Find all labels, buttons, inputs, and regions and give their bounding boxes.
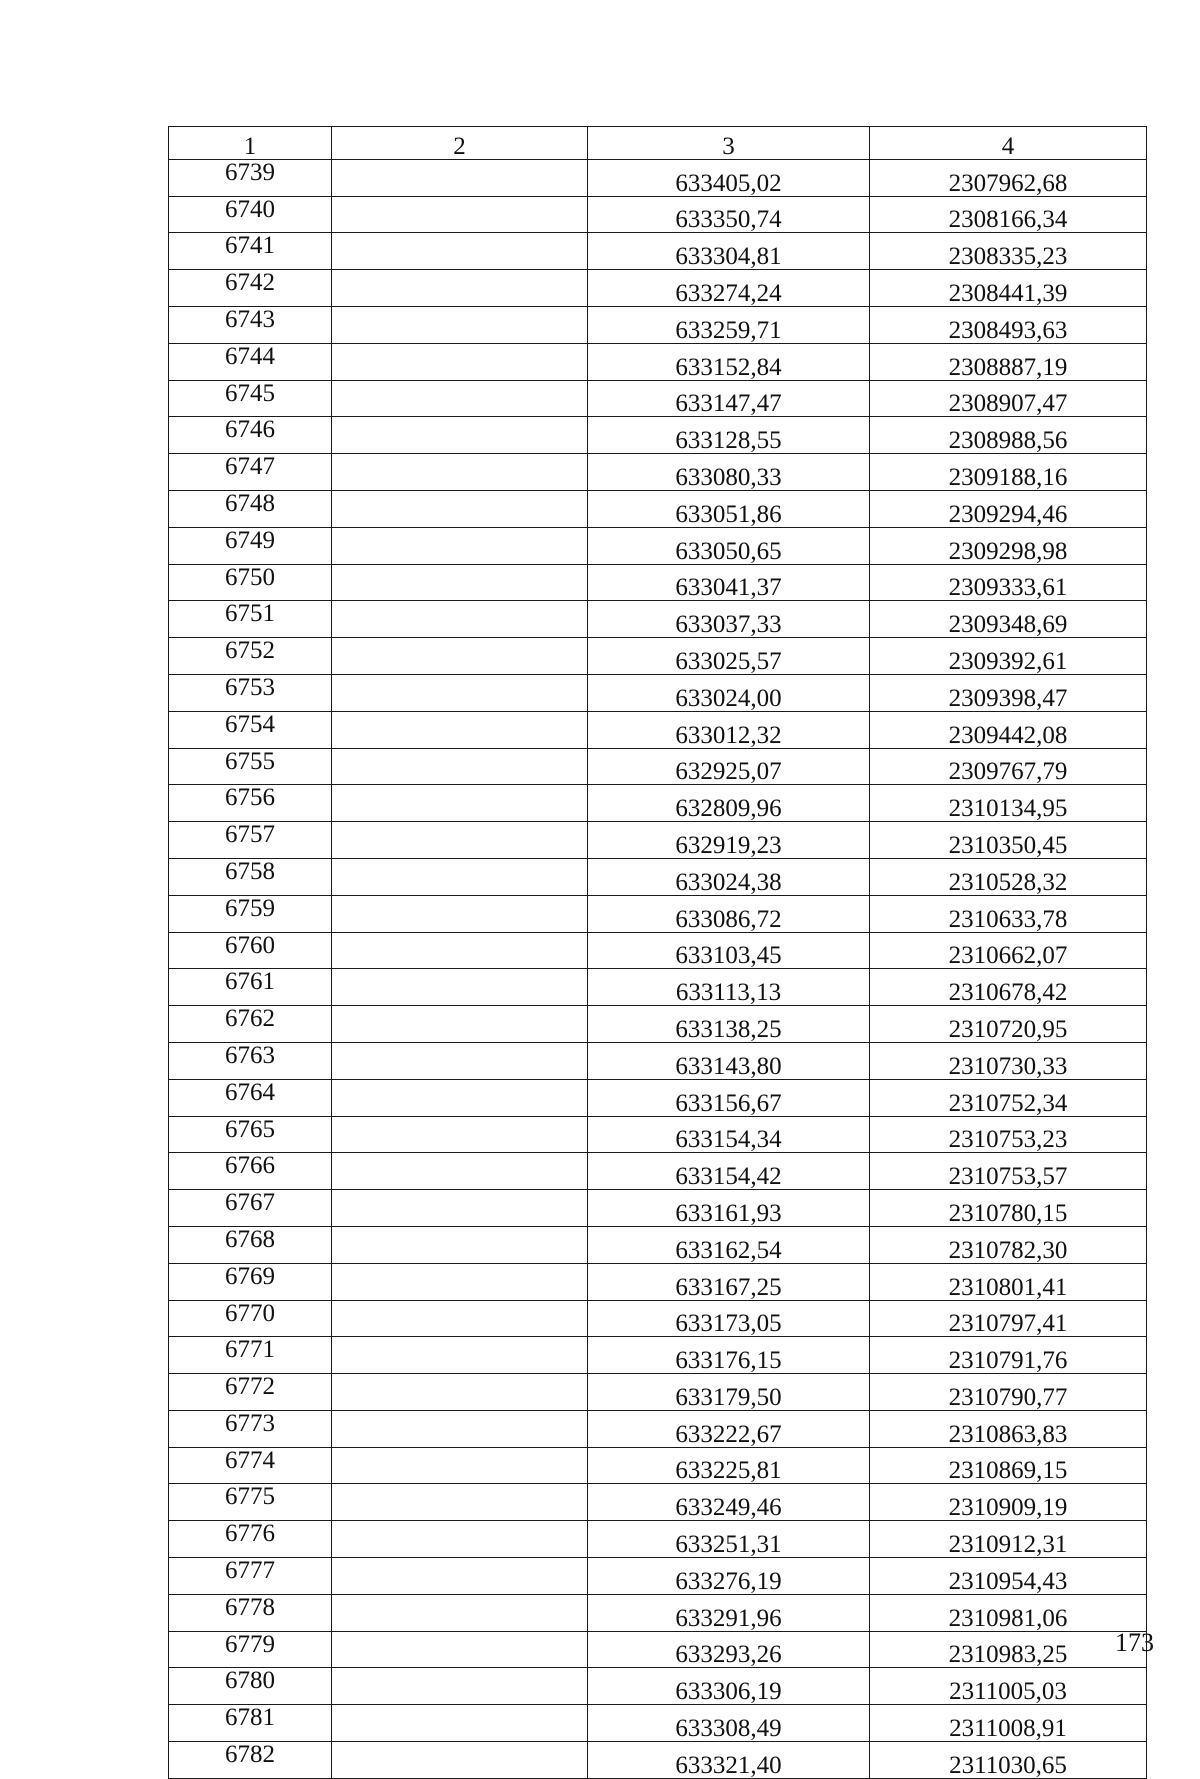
point-number-cell: 6768 (169, 1226, 332, 1263)
coordinate-x-cell: 633293,26 (588, 1631, 870, 1668)
column-2-cell (332, 1594, 588, 1631)
coordinate-y-cell: 2309298,98 (870, 527, 1147, 564)
coordinate-x-cell: 633051,86 (588, 490, 870, 527)
coordinate-x-cell: 633024,38 (588, 858, 870, 895)
table-row (169, 1263, 1147, 1300)
coordinate-x-cell: 633037,33 (588, 601, 870, 638)
column-2-cell (332, 1374, 588, 1411)
table-row (169, 1631, 1147, 1668)
table-row (169, 1594, 1147, 1631)
coordinate-x-cell: 633041,37 (588, 564, 870, 601)
point-number-cell: 6759 (169, 895, 332, 932)
point-number-cell: 6754 (169, 711, 332, 748)
coordinate-x-cell: 633249,46 (588, 1484, 870, 1521)
table-row (169, 932, 1147, 969)
table-row (169, 1153, 1147, 1190)
column-header-4: 4 (870, 127, 1147, 160)
coordinate-y-cell: 2311008,91 (870, 1705, 1147, 1742)
point-number-cell: 6767 (169, 1190, 332, 1227)
coordinate-y-cell: 2310912,31 (870, 1521, 1147, 1558)
coordinate-y-cell: 2309333,61 (870, 564, 1147, 601)
coordinate-x-cell: 632919,23 (588, 822, 870, 859)
coordinate-x-cell: 633167,25 (588, 1263, 870, 1300)
coordinate-x-cell: 633154,34 (588, 1116, 870, 1153)
coordinate-x-cell: 633161,93 (588, 1190, 870, 1227)
coordinate-x-cell: 633025,57 (588, 638, 870, 675)
coordinate-y-cell: 2310662,07 (870, 932, 1147, 969)
table-row (169, 454, 1147, 491)
column-2-cell (332, 527, 588, 564)
column-2-cell (332, 306, 588, 343)
table-row (169, 159, 1147, 196)
column-2-cell (332, 159, 588, 196)
point-number-cell: 6740 (169, 196, 332, 233)
coordinate-x-cell: 633321,40 (588, 1742, 870, 1779)
table-row (169, 1558, 1147, 1595)
column-2-cell (332, 858, 588, 895)
column-2-cell (332, 1705, 588, 1742)
column-2-cell (332, 969, 588, 1006)
coordinate-x-cell: 633291,96 (588, 1594, 870, 1631)
point-number-cell: 6744 (169, 343, 332, 380)
coordinate-y-cell: 2310350,45 (870, 822, 1147, 859)
table-row (169, 1079, 1147, 1116)
coordinate-x-cell: 633086,72 (588, 895, 870, 932)
point-number-cell: 6756 (169, 785, 332, 822)
point-number-cell: 6752 (169, 638, 332, 675)
point-number-cell: 6749 (169, 527, 332, 564)
table-row (169, 638, 1147, 675)
column-2-cell (332, 1226, 588, 1263)
coordinate-y-cell: 2310791,76 (870, 1337, 1147, 1374)
table-row (169, 417, 1147, 454)
point-number-cell: 6755 (169, 748, 332, 785)
table-row (169, 822, 1147, 859)
coordinate-x-cell: 633405,02 (588, 159, 870, 196)
point-number-cell: 6781 (169, 1705, 332, 1742)
table-row (169, 564, 1147, 601)
table-row (169, 969, 1147, 1006)
point-number-cell: 6778 (169, 1594, 332, 1631)
column-2-cell (332, 638, 588, 675)
coordinate-x-cell: 633173,05 (588, 1300, 870, 1337)
column-2-cell (332, 785, 588, 822)
column-2-cell (332, 490, 588, 527)
table-row (169, 601, 1147, 638)
point-number-cell: 6757 (169, 822, 332, 859)
coordinate-y-cell: 2311030,65 (870, 1742, 1147, 1779)
table-row (169, 343, 1147, 380)
coordinate-y-cell: 2308441,39 (870, 270, 1147, 307)
column-2-cell (332, 1079, 588, 1116)
coordinate-y-cell: 2310981,06 (870, 1594, 1147, 1631)
coordinate-x-cell: 633274,24 (588, 270, 870, 307)
column-2-cell (332, 1042, 588, 1079)
coordinate-y-cell: 2309398,47 (870, 674, 1147, 711)
coordinate-x-cell: 633222,67 (588, 1410, 870, 1447)
coordinate-x-cell: 633143,80 (588, 1042, 870, 1079)
table-row (169, 1705, 1147, 1742)
point-number-cell: 6745 (169, 380, 332, 417)
coordinate-x-cell: 633304,81 (588, 233, 870, 270)
column-header-2: 2 (332, 127, 588, 160)
point-number-cell: 6769 (169, 1263, 332, 1300)
table-row (169, 527, 1147, 564)
point-number-cell: 6747 (169, 454, 332, 491)
coordinate-y-cell: 2309767,79 (870, 748, 1147, 785)
coordinate-y-cell: 2307962,68 (870, 159, 1147, 196)
column-2-cell (332, 1668, 588, 1705)
point-number-cell: 6751 (169, 601, 332, 638)
point-number-cell: 6777 (169, 1558, 332, 1595)
coordinate-y-cell: 2308335,23 (870, 233, 1147, 270)
coordinate-y-cell: 2310678,42 (870, 969, 1147, 1006)
point-number-cell: 6753 (169, 674, 332, 711)
coordinate-y-cell: 2310983,25 (870, 1631, 1147, 1668)
table-row (169, 711, 1147, 748)
point-number-cell: 6779 (169, 1631, 332, 1668)
column-2-cell (332, 1153, 588, 1190)
coordinate-x-cell: 633103,45 (588, 932, 870, 969)
header-row (169, 127, 1147, 160)
column-2-cell (332, 1337, 588, 1374)
table-row (169, 785, 1147, 822)
column-2-cell (332, 601, 588, 638)
coordinate-x-cell: 633138,25 (588, 1006, 870, 1043)
column-header-1: 1 (169, 127, 332, 160)
column-2-cell (332, 1263, 588, 1300)
coordinate-y-cell: 2309188,16 (870, 454, 1147, 491)
point-number-cell: 6782 (169, 1742, 332, 1779)
column-2-cell (332, 932, 588, 969)
point-number-cell: 6775 (169, 1484, 332, 1521)
table-header (169, 127, 1147, 160)
coordinate-x-cell: 633128,55 (588, 417, 870, 454)
coordinate-y-cell: 2310780,15 (870, 1190, 1147, 1227)
point-number-cell: 6742 (169, 270, 332, 307)
column-2-cell (332, 1631, 588, 1668)
coordinate-x-cell: 633012,32 (588, 711, 870, 748)
coordinate-x-cell: 633147,47 (588, 380, 870, 417)
table-row (169, 306, 1147, 343)
table-row (169, 1116, 1147, 1153)
coordinate-y-cell: 2310782,30 (870, 1226, 1147, 1263)
table-row (169, 196, 1147, 233)
table-row (169, 380, 1147, 417)
column-2-cell (332, 1300, 588, 1337)
coordinate-y-cell: 2310134,95 (870, 785, 1147, 822)
column-2-cell (332, 1410, 588, 1447)
table-row (169, 895, 1147, 932)
coordinate-x-cell: 633152,84 (588, 343, 870, 380)
table-row (169, 1042, 1147, 1079)
column-2-cell (332, 196, 588, 233)
coordinate-x-cell: 633251,31 (588, 1521, 870, 1558)
coordinate-y-cell: 2308887,19 (870, 343, 1147, 380)
point-number-cell: 6743 (169, 306, 332, 343)
coordinate-x-cell: 632809,96 (588, 785, 870, 822)
table-row (169, 748, 1147, 785)
coordinate-y-cell: 2310753,57 (870, 1153, 1147, 1190)
coordinate-y-cell: 2310633,78 (870, 895, 1147, 932)
coordinate-x-cell: 633050,65 (588, 527, 870, 564)
coordinate-y-cell: 2310720,95 (870, 1006, 1147, 1043)
point-number-cell: 6765 (169, 1116, 332, 1153)
column-2-cell (332, 1116, 588, 1153)
point-number-cell: 6773 (169, 1410, 332, 1447)
column-2-cell (332, 1521, 588, 1558)
coordinate-y-cell: 2310528,32 (870, 858, 1147, 895)
point-number-cell: 6758 (169, 858, 332, 895)
point-number-cell: 6748 (169, 490, 332, 527)
coordinate-x-cell: 633179,50 (588, 1374, 870, 1411)
column-header-3: 3 (588, 127, 870, 160)
column-2-cell (332, 564, 588, 601)
coordinates-table (168, 126, 1147, 1779)
coordinate-y-cell: 2311005,03 (870, 1668, 1147, 1705)
table-row (169, 858, 1147, 895)
point-number-cell: 6746 (169, 417, 332, 454)
table-row (169, 1484, 1147, 1521)
coordinate-x-cell: 633162,54 (588, 1226, 870, 1263)
point-number-cell: 6774 (169, 1447, 332, 1484)
table-row (169, 1410, 1147, 1447)
point-number-cell: 6741 (169, 233, 332, 270)
table-row (169, 1226, 1147, 1263)
table-body (169, 159, 1147, 1778)
coordinate-x-cell: 632925,07 (588, 748, 870, 785)
coordinate-x-cell: 633306,19 (588, 1668, 870, 1705)
point-number-cell: 6761 (169, 969, 332, 1006)
coordinate-y-cell: 2310869,15 (870, 1447, 1147, 1484)
coordinate-y-cell: 2308166,34 (870, 196, 1147, 233)
column-2-cell (332, 1006, 588, 1043)
table-row (169, 674, 1147, 711)
coordinate-x-cell: 633080,33 (588, 454, 870, 491)
column-2-cell (332, 711, 588, 748)
coordinate-y-cell: 2308493,63 (870, 306, 1147, 343)
coordinate-y-cell: 2310730,33 (870, 1042, 1147, 1079)
point-number-cell: 6763 (169, 1042, 332, 1079)
point-number-cell: 6772 (169, 1374, 332, 1411)
coordinate-y-cell: 2309348,69 (870, 601, 1147, 638)
coordinate-x-cell: 633154,42 (588, 1153, 870, 1190)
coordinate-x-cell: 633308,49 (588, 1705, 870, 1742)
coordinate-y-cell: 2309392,61 (870, 638, 1147, 675)
point-number-cell: 6764 (169, 1079, 332, 1116)
table-row (169, 1447, 1147, 1484)
coordinate-y-cell: 2310790,77 (870, 1374, 1147, 1411)
point-number-cell: 6760 (169, 932, 332, 969)
column-2-cell (332, 1558, 588, 1595)
coordinate-y-cell: 2308988,56 (870, 417, 1147, 454)
table-row (169, 1300, 1147, 1337)
coordinate-y-cell: 2309294,46 (870, 490, 1147, 527)
table-row (169, 1742, 1147, 1779)
column-2-cell (332, 270, 588, 307)
coordinate-x-cell: 633176,15 (588, 1337, 870, 1374)
coordinate-y-cell: 2308907,47 (870, 380, 1147, 417)
table-row (169, 270, 1147, 307)
coordinate-y-cell: 2310863,83 (870, 1410, 1147, 1447)
table-row (169, 1521, 1147, 1558)
point-number-cell: 6771 (169, 1337, 332, 1374)
column-2-cell (332, 1742, 588, 1779)
coordinate-x-cell: 633113,13 (588, 969, 870, 1006)
table-row (169, 1337, 1147, 1374)
table-row (169, 490, 1147, 527)
column-2-cell (332, 343, 588, 380)
column-2-cell (332, 233, 588, 270)
point-number-cell: 6750 (169, 564, 332, 601)
table-row (169, 1006, 1147, 1043)
column-2-cell (332, 454, 588, 491)
coordinate-y-cell: 2310801,41 (870, 1263, 1147, 1300)
coordinate-y-cell: 2309442,08 (870, 711, 1147, 748)
point-number-cell: 6766 (169, 1153, 332, 1190)
column-2-cell (332, 1190, 588, 1227)
column-2-cell (332, 1447, 588, 1484)
coordinate-y-cell: 2310909,19 (870, 1484, 1147, 1521)
column-2-cell (332, 1484, 588, 1521)
coordinate-x-cell: 633225,81 (588, 1447, 870, 1484)
column-2-cell (332, 748, 588, 785)
point-number-cell: 6762 (169, 1006, 332, 1043)
coordinate-y-cell: 2310954,43 (870, 1558, 1147, 1595)
point-number-cell: 6776 (169, 1521, 332, 1558)
table-row (169, 1190, 1147, 1227)
coordinate-y-cell: 2310797,41 (870, 1300, 1147, 1337)
table-row (169, 1668, 1147, 1705)
table-row (169, 233, 1147, 270)
column-2-cell (332, 895, 588, 932)
coordinate-y-cell: 2310753,23 (870, 1116, 1147, 1153)
column-2-cell (332, 674, 588, 711)
page-number: 173 (1115, 1628, 1154, 1657)
column-2-cell (332, 822, 588, 859)
column-2-cell (332, 417, 588, 454)
point-number-cell: 6739 (169, 159, 332, 196)
coordinate-y-cell: 2310752,34 (870, 1079, 1147, 1116)
column-2-cell (332, 380, 588, 417)
coordinate-x-cell: 633276,19 (588, 1558, 870, 1595)
coordinate-x-cell: 633350,74 (588, 196, 870, 233)
point-number-cell: 6770 (169, 1300, 332, 1337)
coordinate-x-cell: 633024,00 (588, 674, 870, 711)
coordinate-x-cell: 633156,67 (588, 1079, 870, 1116)
coordinate-x-cell: 633259,71 (588, 306, 870, 343)
table-row (169, 1374, 1147, 1411)
point-number-cell: 6780 (169, 1668, 332, 1705)
